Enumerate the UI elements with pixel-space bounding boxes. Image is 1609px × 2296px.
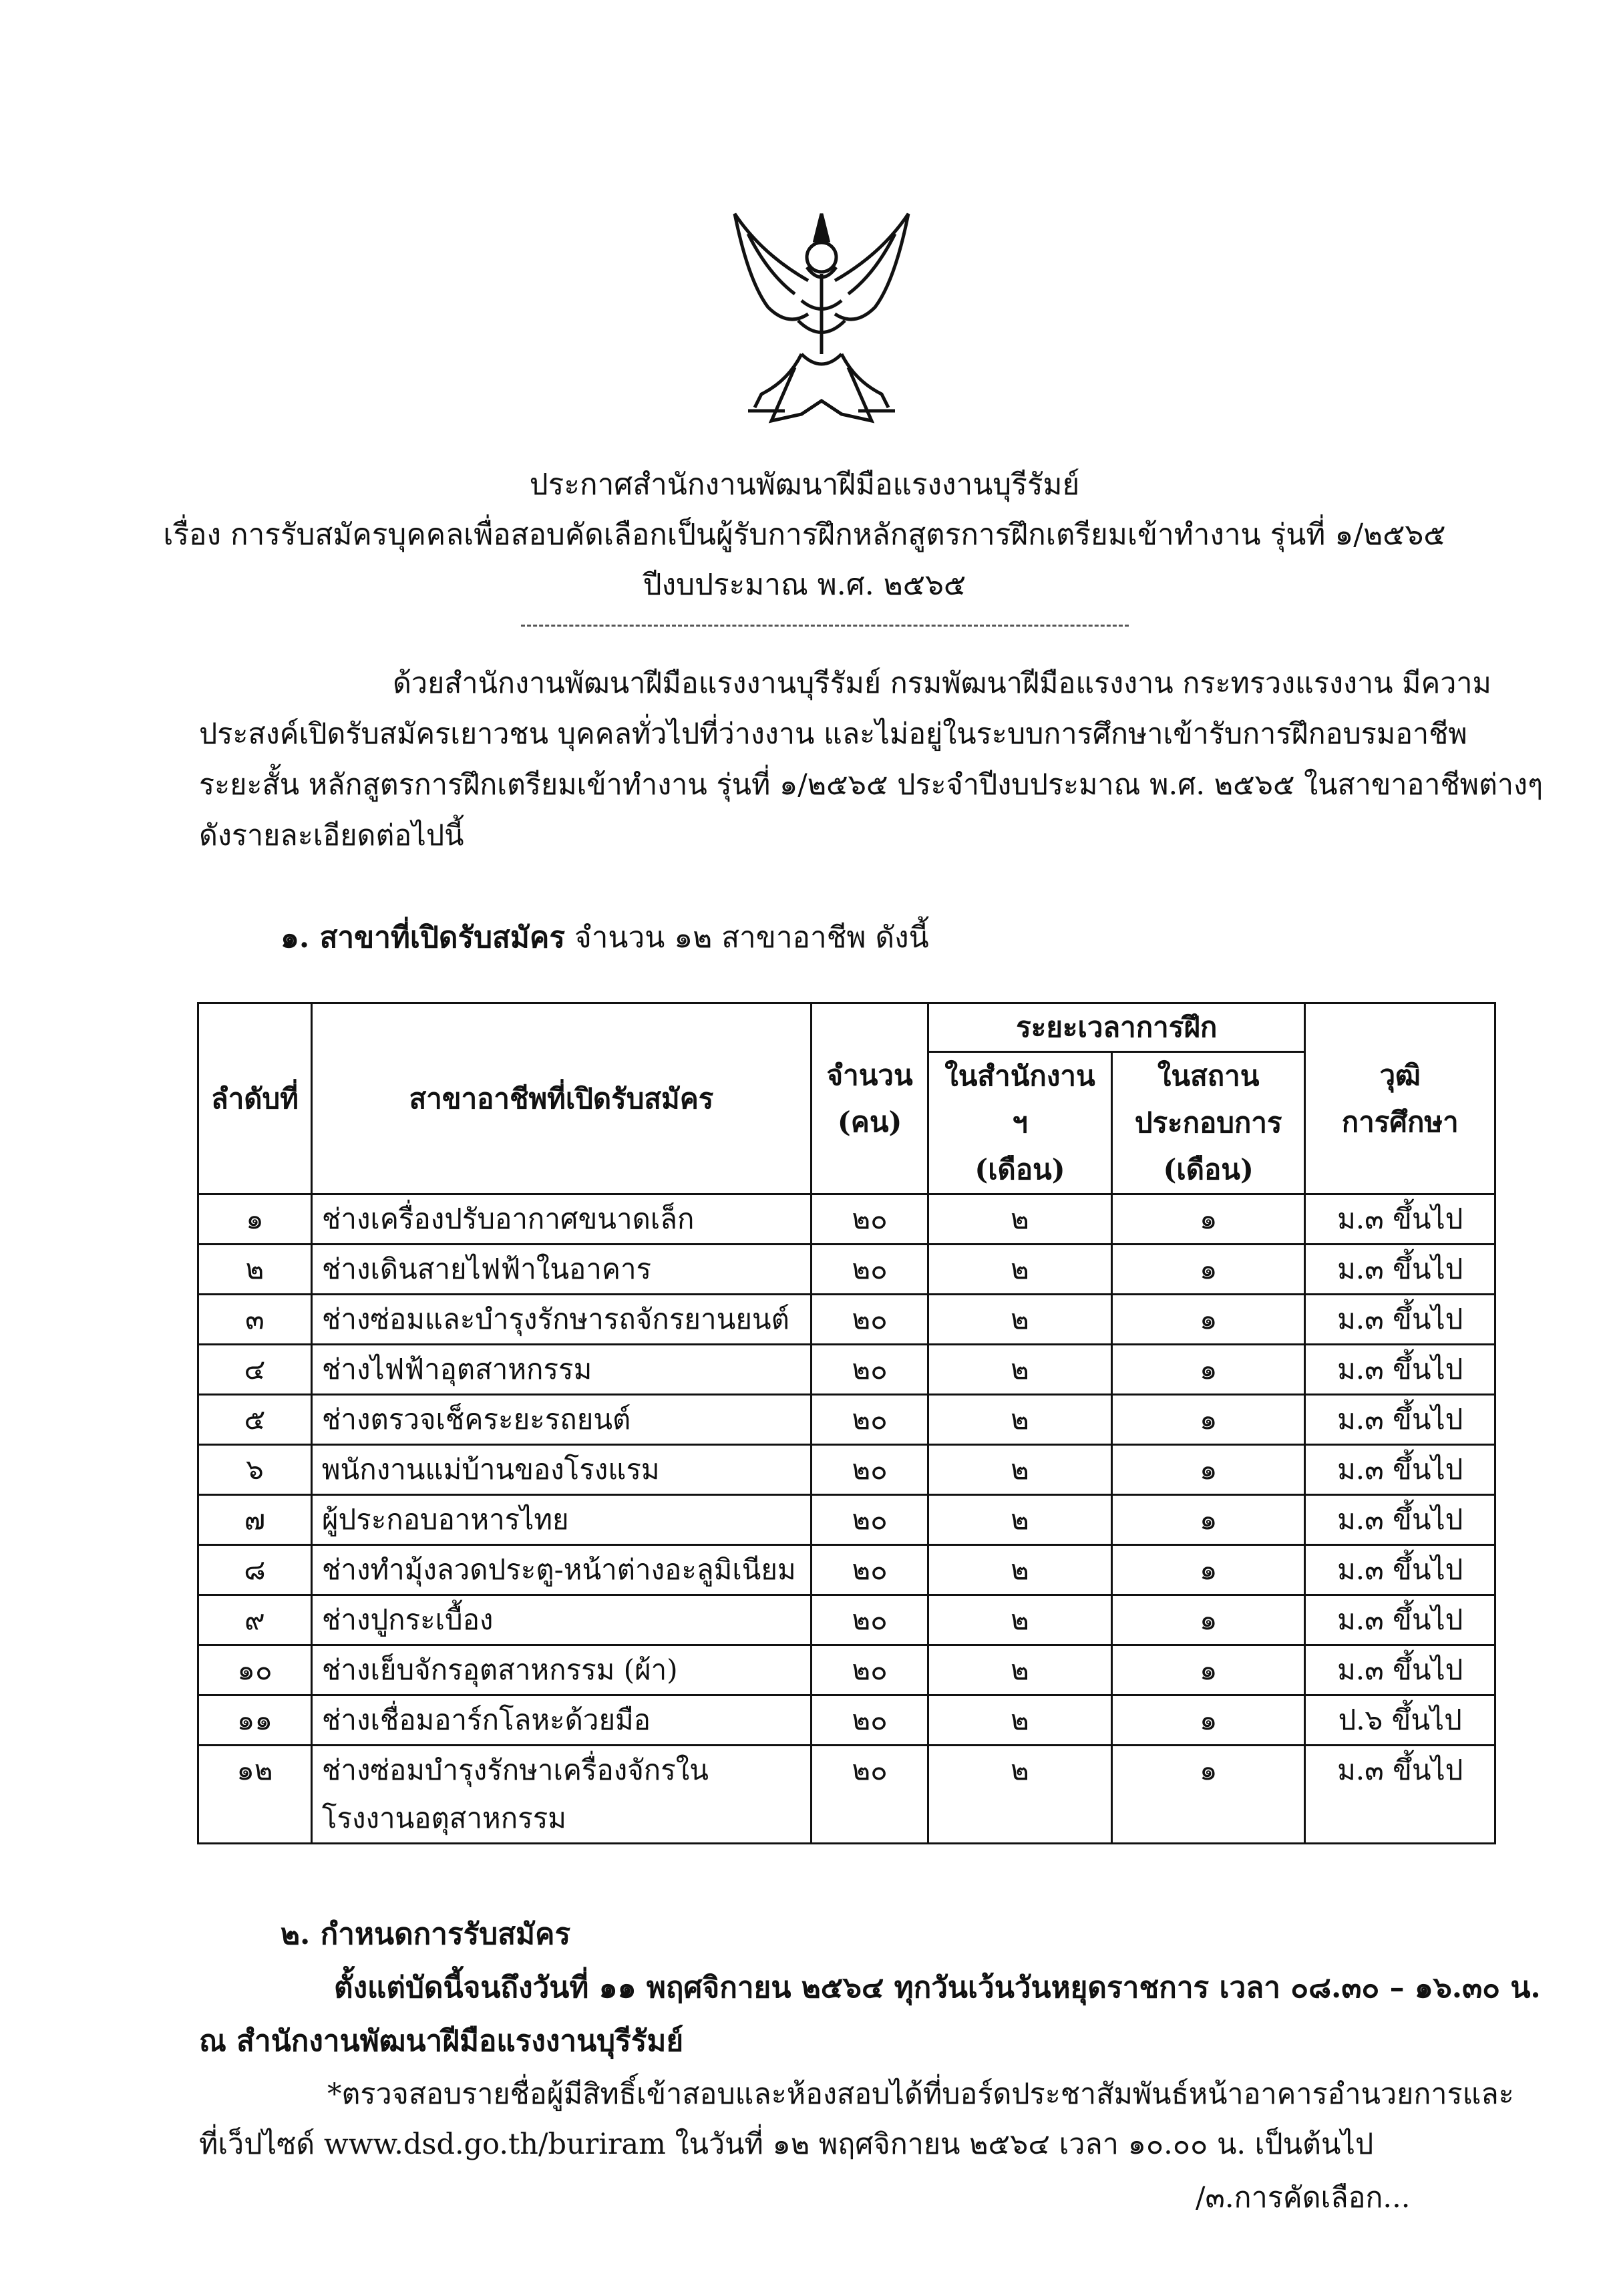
intro-line-2: ประสงค์เปิดรับสมัครเยาวชน บุคคลทั่วไปที่ว่างงาน และไม่อยู่ในระบบการศึกษาเข้ารับการฝึกอบรมอาชีพ <box>199 717 1467 751</box>
fiscal-year: ปีงบประมาณ พ.ศ. ๒๕๖๕ <box>643 568 966 602</box>
section-1-title: ๑. สาขาที่เปิดรับสมัคร <box>281 921 565 955</box>
table-row: ๙ ช่างปูกระเบื้อง ๒๐ ๒ ๑ ม.๓ ขึ้นไป <box>198 1595 1495 1645</box>
section-1-heading <box>281 914 929 961</box>
table-row: ๑๒ ช่างซ่อมบำรุงรักษาเครื่องจักรใน โรงงานอตุสาหกรรม ๒๐ ๒ ๑ ม.๓ ขึ้นไป <box>198 1746 1495 1844</box>
intro-line-4: ดังรายละเอียดต่อไปนี้ <box>199 819 464 852</box>
announcement-title: ประกาศสำนักงานพัฒนาฝีมือแรงงานบุรีรัมย์ <box>529 468 1080 502</box>
table-row: ๕ ช่างตรวจเช็คระยะรถยนต์ ๒๐ ๒ ๑ ม.๓ ขึ้นไป <box>198 1395 1495 1445</box>
intro-paragraph <box>199 658 1544 861</box>
registration-period: ตั้งแต่บัดนี้จนถึงวันที่ ๑๑ พฤศจิกายน ๒๕๖๔ ทุกวันเว้นวันหยุดราชการ เวลา ๐๘.๓๐ – ๑๖.๓๐ น. <box>334 1971 1541 2005</box>
intro-line-3: ระยะสั้น หลักสูตรการฝึกเตรียมเข้าทำงาน รุ่นที่ ๑/๒๕๖๕ ประจำปีงบประมาณ พ.ศ. ๒๕๖๕ ในสาขาอาชีพต่างๆ <box>199 768 1544 802</box>
col-header-count: จำนวน (คน) <box>812 1003 928 1194</box>
col-header-education: วุฒิ การศึกษา <box>1305 1003 1495 1194</box>
table-row: ๘ ช่างทำมุ้งลวดประตู-หน้าต่างอะลูมิเนียม ๒๐ ๒ ๑ ม.๓ ขึ้นไป <box>198 1545 1495 1595</box>
table-row: ๗ ผู้ประกอบอาหารไทย ๒๐ ๒ ๑ ม.๓ ขึ้นไป <box>198 1495 1495 1545</box>
branch-table <box>197 1002 1496 1844</box>
col-header-office: ในสำนักงาน ฯ (เดือน) <box>928 1052 1112 1194</box>
table-row: ๖ พนักงานแม่บ้านของโรงแรม ๒๐ ๒ ๑ ม.๓ ขึ้นไป <box>198 1445 1495 1495</box>
garuda-emblem-icon <box>721 200 922 434</box>
table-row: ๔ ช่างไฟฟ้าอุตสาหกรรม ๒๐ ๒ ๑ ม.๓ ขึ้นไป <box>198 1345 1495 1395</box>
table-row: ๒ ช่างเดินสายไฟฟ้าในอาคาร ๒๐ ๒ ๑ ม.๓ ขึ้นไป <box>198 1245 1495 1295</box>
table-row: ๑๐ ช่างเย็บจักรอุตสาหกรรม (ผ้า) ๒๐ ๒ ๑ ม.๓ ขึ้นไป <box>198 1645 1495 1695</box>
continuation-marker: /๓.การคัดเลือก... <box>1196 2181 1411 2215</box>
exam-note-line-1: *ตรวจสอบรายชื่อผู้มีสิทธิ์เข้าสอบและห้องสอบได้ที่บอร์ดประชาสัมพันธ์หน้าอาคารอำนวยการและ <box>327 2078 1514 2111</box>
col-header-no: ลำดับที่ <box>198 1003 312 1194</box>
section-2-title: ๒. กำหนดการรับสมัคร <box>281 1917 571 1951</box>
table-row: ๑ ช่างเครื่องปรับอากาศขนาดเล็ก ๒๐ ๒ ๑ ม.๓ ขึ้นไป <box>198 1194 1495 1245</box>
registration-location: ณ สำนักงานพัฒนาฝีมือแรงงานบุรีรัมย์ <box>199 2024 684 2058</box>
table-row: ๓ ช่างซ่อมและบำรุงรักษารถจักรยานยนต์ ๒๐ ๒ ๑ ม.๓ ขึ้นไป <box>198 1295 1495 1345</box>
intro-line-1: ด้วยสำนักงานพัฒนาฝีมือแรงงานบุรีรัมย์ กรมพัฒนาฝีมือแรงงาน กระทรวงแรงงาน มีความ <box>393 667 1491 700</box>
header-divider <box>521 625 1129 627</box>
section-1-detail: จำนวน ๑๒ สาขาอาชีพ ดังนี้ <box>564 921 929 955</box>
branch-cell-multiline: ช่างซ่อมบำรุงรักษาเครื่องจักรใน โรงงานอตุสาหกรรม <box>311 1746 811 1844</box>
announcement-subject: เรื่อง การรับสมัครบุคคลเพื่อสอบคัดเลือกเป็นผู้รับการฝึกหลักสูตรการฝึกเตรียมเข้าทำงาน รุ่นที่ ๑/๒๕๖๕ <box>163 518 1446 552</box>
col-header-duration: ระยะเวลาการฝึก <box>928 1003 1305 1052</box>
exam-note-line-2: ที่เว็ปไซด์ www.dsd.go.th/buriram ในวันที่ ๑๒ พฤศจิกายน ๒๕๖๔ เวลา ๑๐.๐๐ น. เป็นต้นไป <box>199 2128 1374 2161</box>
col-header-branch: สาขาอาชีพที่เปิดรับสมัคร <box>311 1003 811 1194</box>
col-header-site: ในสถาน ประกอบการ (เดือน) <box>1111 1052 1305 1194</box>
table-row: ๑๑ ช่างเชื่อมอาร์กโลหะด้วยมือ ๒๐ ๒ ๑ ป.๖ ขึ้นไป <box>198 1695 1495 1746</box>
